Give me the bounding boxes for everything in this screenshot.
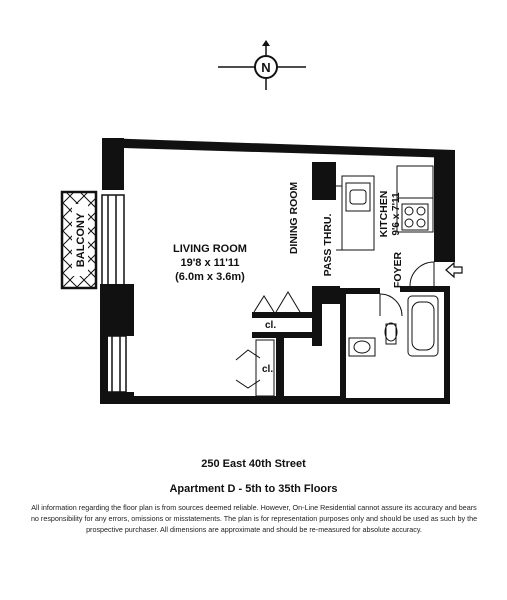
pass-thru-label: PASS THRU. xyxy=(322,213,334,277)
compass-icon xyxy=(218,40,306,90)
entry-arrow-icon xyxy=(446,263,462,277)
entry-door xyxy=(410,262,434,286)
closet-2-label: cl. xyxy=(262,364,274,375)
living-room-label: LIVING ROOM xyxy=(173,243,247,255)
building-address: 250 East 40th Street xyxy=(201,458,306,470)
disclaimer-text: All information regarding the floor plan is from sources deemed reliable. However, On-Line Residential cannot assure its accuracy and bears no responsibility for any errors, omissions or misstatements. The plan is for representation purposes only and should be used as such by the prospective purchaser. All dimensions are approximate and should be re-measured for absolute accuracy. xyxy=(30,503,478,534)
bathroom-fixtures xyxy=(349,294,438,356)
kitchen-dims: 9'6 x 7'11 xyxy=(391,192,402,236)
apartment-title: Apartment D - 5th to 35th Floors xyxy=(169,483,338,495)
balcony-label: BALCONY xyxy=(75,212,87,268)
compass-north-label: N xyxy=(261,60,271,75)
balcony xyxy=(62,192,96,288)
closets xyxy=(236,292,300,396)
kitchen-label: KITCHEN xyxy=(378,190,390,238)
living-room-dims-m: (6.0m x 3.6m) xyxy=(175,271,245,283)
foyer-label: FOYER xyxy=(392,251,404,289)
dining-room-label: DINING ROOM xyxy=(288,181,300,255)
room-labels xyxy=(173,182,404,288)
living-room-dims-ft: 19'8 x 11'11 xyxy=(180,257,240,269)
closet-1-label: cl. xyxy=(265,320,277,331)
